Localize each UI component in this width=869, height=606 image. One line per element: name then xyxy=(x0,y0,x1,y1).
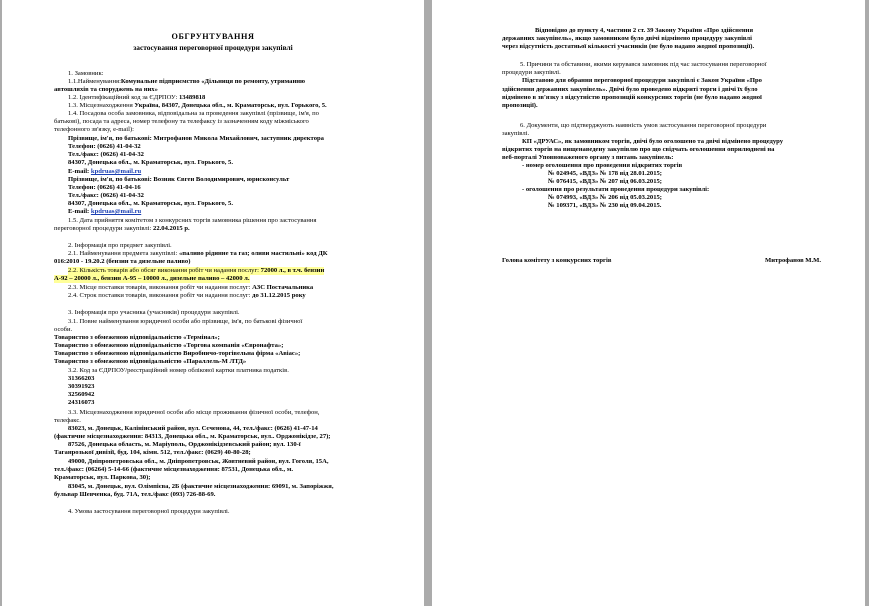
signature-label: Голова комітету з конкурсних торгів xyxy=(502,257,612,264)
section-4-heading: 4. Умова застосування переговорної процедури закупівлі. xyxy=(68,508,230,515)
contact-1-address: 84307, Донецька обл., м. Краматорськ, вул. Горького, 5. xyxy=(68,159,233,166)
participant-address-heading-2: телефакс. xyxy=(54,417,81,424)
section-3-heading: 3. Інформація про учасника (учасників) процедури закупівлі. xyxy=(68,309,240,316)
document-page-1 xyxy=(2,0,424,606)
contact-1-name: Прізвище, ім'я, по батькові: Митрофанов Микола Михайлович, заступник директора xyxy=(68,135,324,142)
legal-basis-line-2: державних закупівель», якщо замовником було двічі відмінено процедуру закупівлі xyxy=(502,35,752,42)
reason-line-3: відмінено в зв'язку з відсутністю пропозицій конкурсних торгів (не було надано жодної xyxy=(502,94,762,101)
participant-address-3c: Краматорськ, вул. Паркова, 30); xyxy=(54,474,151,481)
section-2-heading: 2. Інформація про предмет закупівлі. xyxy=(68,242,172,249)
participant-address-1a: 83023, м. Донецьк, Калінінський район, вул. Сєченова, 44, тел./факс: (0626) 41-47-14 xyxy=(68,425,318,432)
delivery-term-line: 2.4. Строк поставки товарів, виконання робіт чи надання послуг: до 31.12.2015 року xyxy=(68,292,306,299)
participant-address-1b: (фактичне місцезнаходження: 84313, Донецька обл., м. Краматорськ, вул.. Орджонікідзе, 27); xyxy=(54,433,331,440)
customer-code-line: 1.2. Ідентифікаційний код за ЄДРПОУ: 13489818 xyxy=(68,94,206,101)
signature-name: Митрофанов М.М. xyxy=(765,257,822,264)
legal-basis-line-1: Відповідно до пункту 4, частини 2 ст. 39 Закону України «Про здійснення xyxy=(535,27,754,34)
document-title: ОБГРУНТУВАННЯ xyxy=(171,32,255,41)
section-6-heading: 6. Документи, що підтверджують наявність умов застосування переговорної процедури xyxy=(520,122,767,129)
legal-basis-line-3: через відсутність достатньої кількості учасників (не було надано жодної пропозиції). xyxy=(502,43,755,50)
participant-address-3a: 49000, Дніпропетровська обл., м. Дніпропетровськ, Жовтневий район, вул. Гоголя, 15А, xyxy=(68,458,329,465)
documents-line-3: веб-порталі Уповноваженого органу з питань закупівель: xyxy=(502,154,674,161)
contact-2-fax: Тел./факс: (0626) 41-04-32 xyxy=(68,192,144,199)
result-announcement-2: № 109371, «ВДЗ» № 230 від 09.04.2015. xyxy=(548,202,662,209)
contact-2-email-line: E-mail: kpdruas@mail.ru xyxy=(68,208,142,215)
contact-2-name: Прізвище, ім'я, по батькові: Возняк Євген Володимирович, юрисконсульт xyxy=(68,176,290,183)
participant-address-4b: бульвар Шевченка, буд. 71А, тел./факс (093) 726-88-69. xyxy=(54,491,216,498)
participant-code-1: 31366203 xyxy=(68,375,95,382)
participant-address-4a: 83045, м. Донецьк, вул. Олімпієва, 2Б (фактичне місцезнаходження: 69091, м. Запоріжжя, xyxy=(68,483,334,490)
section-6-heading-cont: закупівлі. xyxy=(502,130,530,137)
result-announcement-1: № 074993, «ВДЗ» № 206 від 05.03.2015; xyxy=(548,194,662,201)
tender-announcement-2: № 076415, «ВДЗ» № 207 від 06.03.2015; xyxy=(548,178,662,185)
tender-announcement-1: № 024945, «ВДЗ» № 178 від 28.01.2015; xyxy=(548,170,662,177)
reason-line-2: здійснення державних закупівель». Двічі було проведено відкриті торги і двічі їх було xyxy=(502,86,758,93)
document-subtitle: застосування переговорної процедури закупівлі xyxy=(133,43,293,52)
participant-org-2: Товариство з обмеженою відповідальністю «Торгова компанія «Євронафта»; xyxy=(54,342,284,349)
customer-name-cont: автошляхів та споруджень на них» xyxy=(54,86,158,93)
documents-line-1: КП «ДРУАС», як замовником торгів, двічі було оголошено та двічі відмінено процедуру xyxy=(522,138,784,145)
contact-1-email-link[interactable]: kpdruas@mail.ru xyxy=(90,168,142,175)
contact-1-fax: Тел./факс: (0626) 41-04-32 xyxy=(68,151,144,158)
participant-code-2: 30391923 xyxy=(68,383,95,390)
decision-date-line-2: переговорної процедури закупівлі: 22.04.2015 р. xyxy=(54,225,190,232)
section-5-heading-cont: процедури закупівлі. xyxy=(502,69,561,76)
contact-2-address: 84307, Донецька обл., м. Краматорськ, вул. Горького, 5. xyxy=(68,200,233,207)
participant-name-line-2: особи. xyxy=(54,326,73,333)
participant-address-heading-1: 3.3. Місцезнаходження юридичної особи або місце проживання фізичної особи, телефон, xyxy=(68,409,320,416)
participant-code-4: 24316073 xyxy=(68,399,95,406)
contact-1-phone: Телефон: (0626) 41-04-32 xyxy=(68,143,141,150)
contact-1-email-line: E-mail: kpdruas@mail.ru xyxy=(68,168,142,175)
subject-name-line: 2.1. Найменування предмета закупівлі: «паливо рідинне та газ; оливи мастильні» код ДК xyxy=(68,250,328,257)
contact-2-phone: Телефон: (0626) 41-04-16 xyxy=(68,184,141,191)
official-line-2: батькові), посада та адреса, номер телефону та телефаксу із зазначенням коду міжміського xyxy=(54,118,309,125)
participant-code-heading: 3.2. Код за ЄДРПОУ/реєстраційний номер облікової картки платника податків. xyxy=(68,367,289,374)
participant-address-3b: тел./факс: (06264) 5-14-66 (фактичне місцезнаходження: 87531, Донецька обл., м. xyxy=(54,466,293,473)
reason-line-1: Підставою для обрання переговорної процедури закупівлі є Закон України «Про xyxy=(522,77,762,84)
section-5-heading: 5. Причини та обставини, якими керувався замовник під час застосування переговорної xyxy=(520,61,767,68)
delivery-place-line: 2.3. Місце поставки товарів, виконання робіт чи надання послуг: АЗС Постачальника xyxy=(68,284,314,291)
contact-2-email-link[interactable]: kpdruas@mail.ru xyxy=(90,208,142,215)
decision-date-line-1: 1.5. Дата прийняття комітетом з конкурсних торгів замовника рішення про застосування xyxy=(68,217,317,224)
participant-address-2a: 87526, Донецька область, м. Маріуполь, Орджонікідзевський район; вул. 130-ї xyxy=(68,441,301,448)
quantity-line: 2.2. Кількість товарів або обсяг виконання робіт чи надання послуг: 72000 л., в т.ч. бензин xyxy=(68,267,325,274)
documents-line-2: відкритих торгів на вищенаведену закупівлю про що свідчать оголошення оприлюднені на xyxy=(502,146,775,153)
tender-announcements-label: - номер оголошення про проведення відкритих торгів xyxy=(522,162,683,169)
participant-address-2b: Таганрозької дивізії, буд. 104, кімн. 512, тел./факс: (0629) 40-80-28; xyxy=(54,449,251,456)
participant-name-line-1: 3.1. Повне найменування юридичної особи або прізвище, ім'я, по батькові фізичної xyxy=(68,318,303,325)
result-announcements-label: - оголошення про результати проведення процедури закупівлі: xyxy=(522,186,710,193)
participant-org-4: Товариство з обмеженою відповідальністю «Параллель-М ЛТД» xyxy=(54,358,247,365)
customer-name-line: 1.1.Найменування:Комунальне підприємство «Дільниця по ремонту, утриманню xyxy=(68,78,306,85)
quantity-line-cont: А-92 – 20000 л., бензин А-95 – 10000 л., дизельне паливо – 42000 л. xyxy=(54,275,250,282)
subject-name-cont: 016:2010 - 19.20.2 (бензин та дизельне паливо) xyxy=(54,258,191,265)
customer-location-line: 1.3. Місцезнаходження Україна, 84307, Донецька обл., м. Краматорськ, вул. Горького, 5. xyxy=(68,102,327,109)
participant-org-3: Товариство з обмеженою відповідальністю Виробничо-торгівельна фірма «Авіас»; xyxy=(54,350,301,357)
section-1-heading: 1. Замовник: xyxy=(68,70,104,77)
official-line-1: 1.4. Посадова особа замовника, відповідальна за проведення закупівлі (прізвище, ім'я, по xyxy=(68,110,319,117)
participant-code-3: 32560942 xyxy=(68,391,95,398)
official-line-3: телефонного зв'язку, e-mail): xyxy=(54,126,134,133)
document-page-2 xyxy=(432,0,865,606)
participant-org-1: Товариство з обмеженою відповідальністю «Термінал»; xyxy=(54,334,220,341)
reason-line-4: пропозиції). xyxy=(502,102,538,109)
